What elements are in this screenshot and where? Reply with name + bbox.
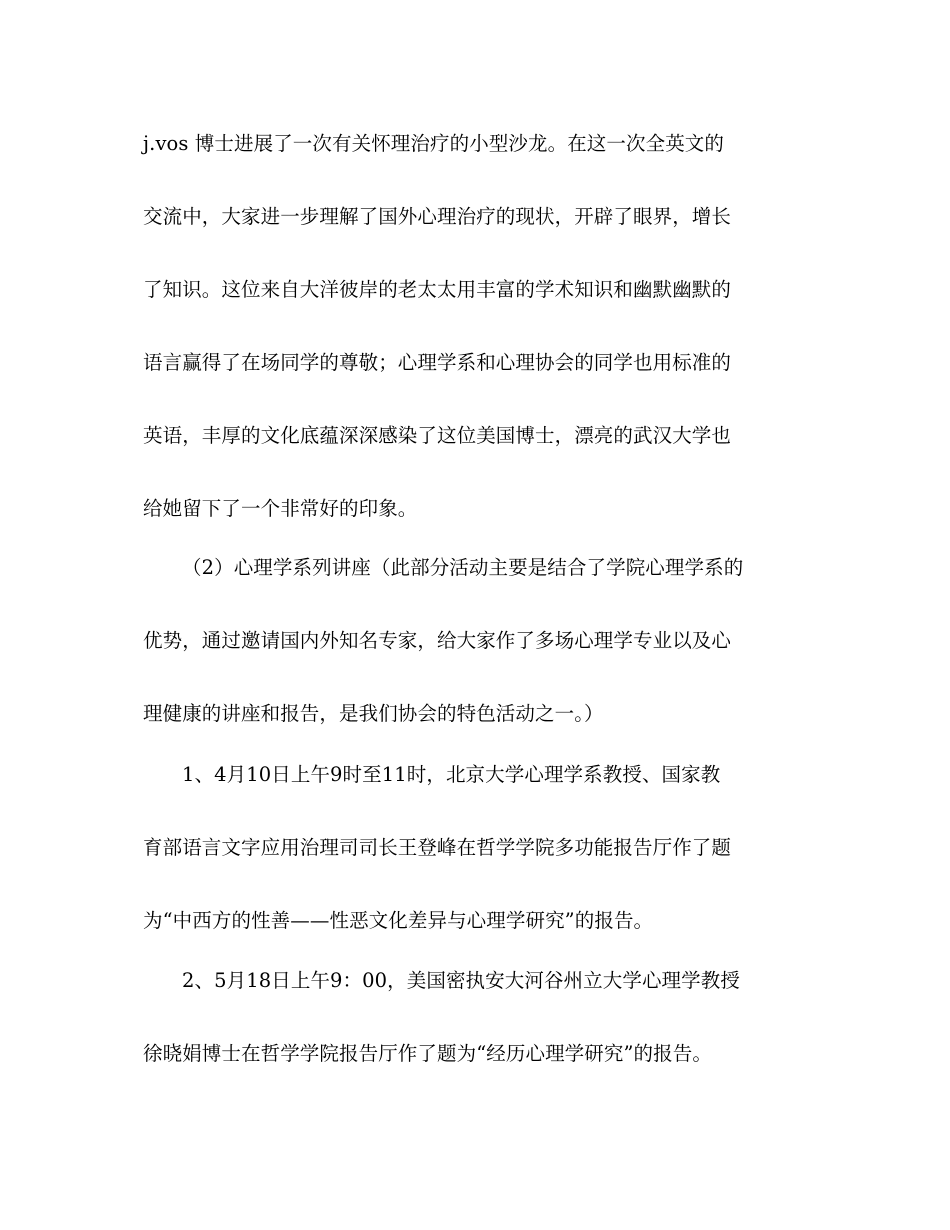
paragraph-line: 语言赢得了在场同学的尊敬；心理学系和心理协会的同学也用标准的 [143, 351, 732, 374]
list-item-line: 2、5月18日上午9：00，美国密执安大河谷州立大学心理学教授 [182, 969, 740, 992]
paragraph-line: 为“中西方的性善——性恶文化差异与心理学研究”的报告。 [143, 909, 654, 932]
paragraph-line: 给她留下了一个非常好的印象。 [143, 497, 418, 520]
paragraph-line: 徐晓娟博士在哲学学院报告厅作了题为“经历心理学研究”的报告。 [143, 1042, 712, 1065]
paragraph-line: j.vos 博士进展了一次有关怀理治疗的小型沙龙。在这一次全英文的 [143, 132, 725, 155]
list-item-line: 1、4月10日上午9时至11时，北京大学心理学系教授、国家教 [182, 763, 721, 786]
paragraph-line: 理健康的讲座和报告，是我们协会的特色活动之一。） [143, 702, 604, 725]
paragraph-line: 优势，通过邀请国内外知名专家，给大家作了多场心理学专业以及心 [143, 629, 732, 652]
paragraph-line: 育部语言文字应用治理司司长王登峰在哲学学院多功能报告厅作了题 [143, 836, 732, 859]
section-heading-line: （2）心理学系列讲座（此部分活动主要是结合了学院心理学系的 [182, 556, 744, 579]
paragraph-line: 了知识。这位来自大洋彼岸的老太太用丰富的学术知识和幽默幽默的 [143, 278, 732, 301]
paragraph-line: 交流中，大家进一步理解了国外心理治疗的现状，开辟了眼界，增长 [143, 205, 732, 228]
paragraph-line: 英语，丰厚的文化底蕴深深感染了这位美国博士，漂亮的武汉大学也 [143, 424, 732, 447]
